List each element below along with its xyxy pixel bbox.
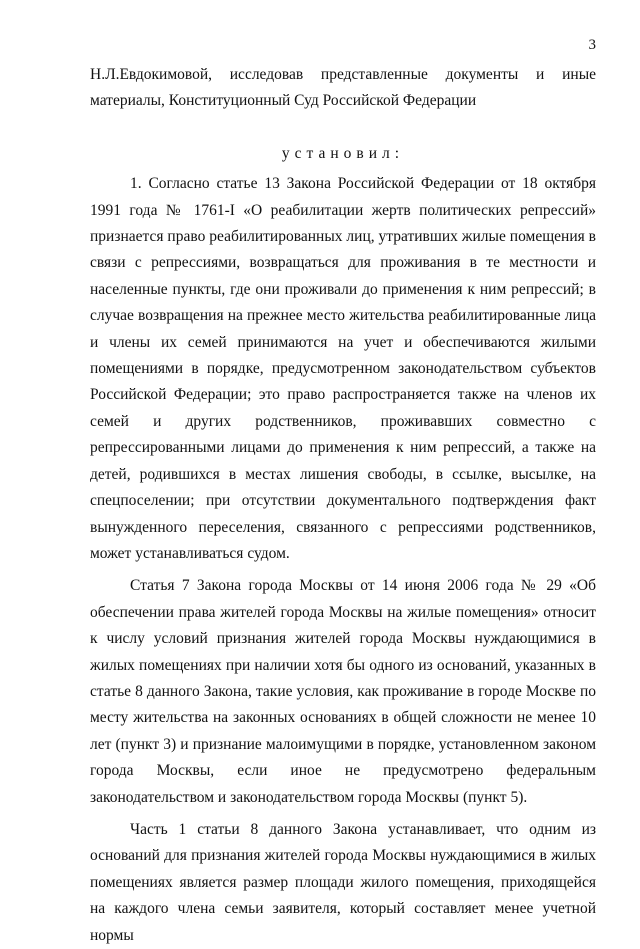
paragraph-3: Часть 1 статьи 8 данного Закона устанавливает, что одним из оснований для признания жителей города Москвы нуждающимися в жилых помещениях является размер площади жилого помещения, приходящейся на каждого члена семьи заявителя, который составляет менее учетной нормы [90,820,596,944]
paragraph-2: Статья 7 Закона города Москвы от 14 июня 2006 года № 29 «Об обеспечении права жителей города Москвы на жилые помещения» относит к числу условий признания жителей города Москвы нуждающимися в жилых помещениях при наличии хотя бы одного из оснований, указанных в статье 8 данного Закона, такие условия, как проживание в городе Москве по месту жительства на законных основаниях в общей сложности не менее 10 лет (пункт 3) и признание малоимущими в порядке, установленном законом города Москвы, если иное не предусмотрено федеральным законодательством и законодательством города Москвы (пункт 5). [90,577,596,806]
page-number: 3 [588,37,596,53]
document-body [90,62,596,949]
intro-paragraph: Н.Л.Евдокимовой, исследовав представленные документы и иные материалы, Конституционный Суд Российской Федерации [90,66,596,110]
paragraph-1: 1. Согласно статье 13 Закона Российской Федерации от 18 октября 1991 года № 1761-I «О реабилитации жертв политических репрессий» признается право реабилитированных лиц, утративших жилые помещения в связи с репрессиями, возвращаться для проживания в те местности и населенные пункты, где они проживали до применения к ним репрессий; в случае возвращения на прежнее место жительства реабилитированные лица и члены их семей принимаются на учет и обеспечиваются жилыми помещениями в порядке, предусмотренном законодательством субъектов Российской Федерации; это право распространяется также на членов их семей и других родственников, проживавших совместно с репрессированными лицами до применения к ним репрессий, а также на детей, родившихся в местах лишения свободы, в ссылке, высылке, на спецпоселении; при отсутствии документального подтверждения факт вынужденного переселения, связанного с репрессиями родственников, может устанавливаться судом. [90,175,596,562]
section-heading: установил: [281,144,405,162]
